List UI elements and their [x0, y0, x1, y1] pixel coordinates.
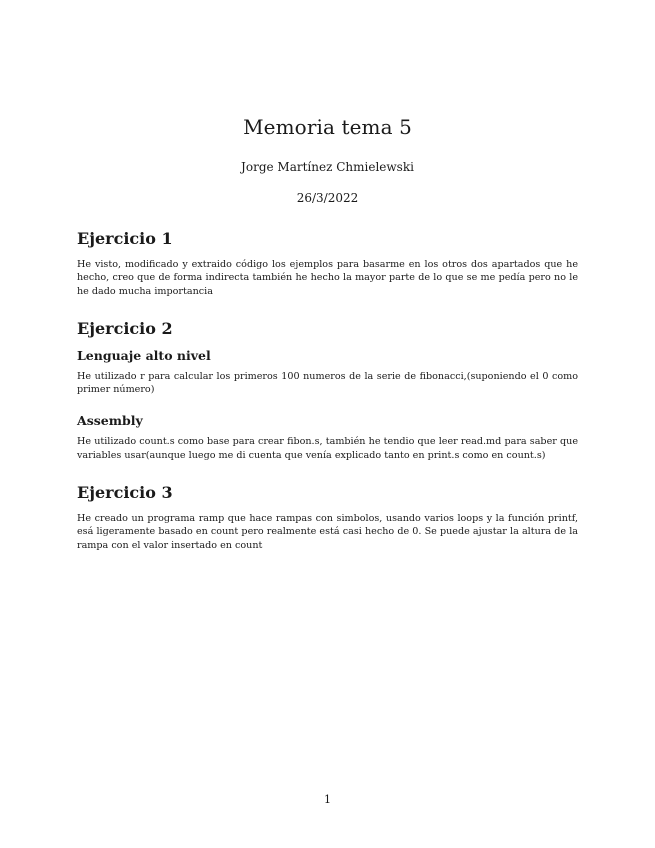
subsection-paragraph: He utilizado count.s como base para crear fibon.s, también he tendio que leer read.md para saber que variables usar(aunque luego me di cuenta que venía explicado tanto en print.s como en count.s): [77, 436, 578, 461]
section-heading: Ejercicio 2: [77, 318, 173, 338]
subsection-heading: Lenguaje alto nivel: [77, 347, 211, 363]
subsection-paragraph: He utilizado r para calcular los primeros 100 numeros de la serie de fibonacci,(suponiendo el 0 como primer número): [77, 370, 578, 396]
section-ejercicio-1: [77, 229, 578, 298]
section-heading: Ejercicio 1: [77, 229, 173, 248]
section-ejercicio-2: [77, 319, 578, 462]
subsection-lenguaje-alto-nivel: [77, 348, 578, 397]
section-paragraph: He visto, modificado y extraido código los ejemplos para basarme en los otros dos apartados que he hecho, creo que de forma indirecta también he hecho la mayor parte de lo que se me pedía pero no le he dado mucha importancia: [77, 259, 578, 297]
subsection-heading: Assembly: [77, 413, 143, 429]
section-heading: Ejercicio 3: [77, 483, 173, 503]
page-number: 1: [324, 793, 331, 806]
section-paragraph: He creado un programa ramp que hace rampas con simbolos, usando varios loops y la función printf, esá ligeramente basado en count pero realmente está casi hecho de 0. Se puede ajustar la altura de la rampa con el valor insertado en count: [77, 513, 578, 551]
document-body: [77, 229, 578, 552]
document-date: 26/3/2022: [296, 191, 359, 205]
document-author: Jorge Martínez Chmielewski: [241, 160, 414, 174]
document-title: Memoria tema 5: [243, 115, 412, 139]
subsection-assembly: [77, 413, 578, 462]
section-ejercicio-3: [77, 483, 578, 552]
